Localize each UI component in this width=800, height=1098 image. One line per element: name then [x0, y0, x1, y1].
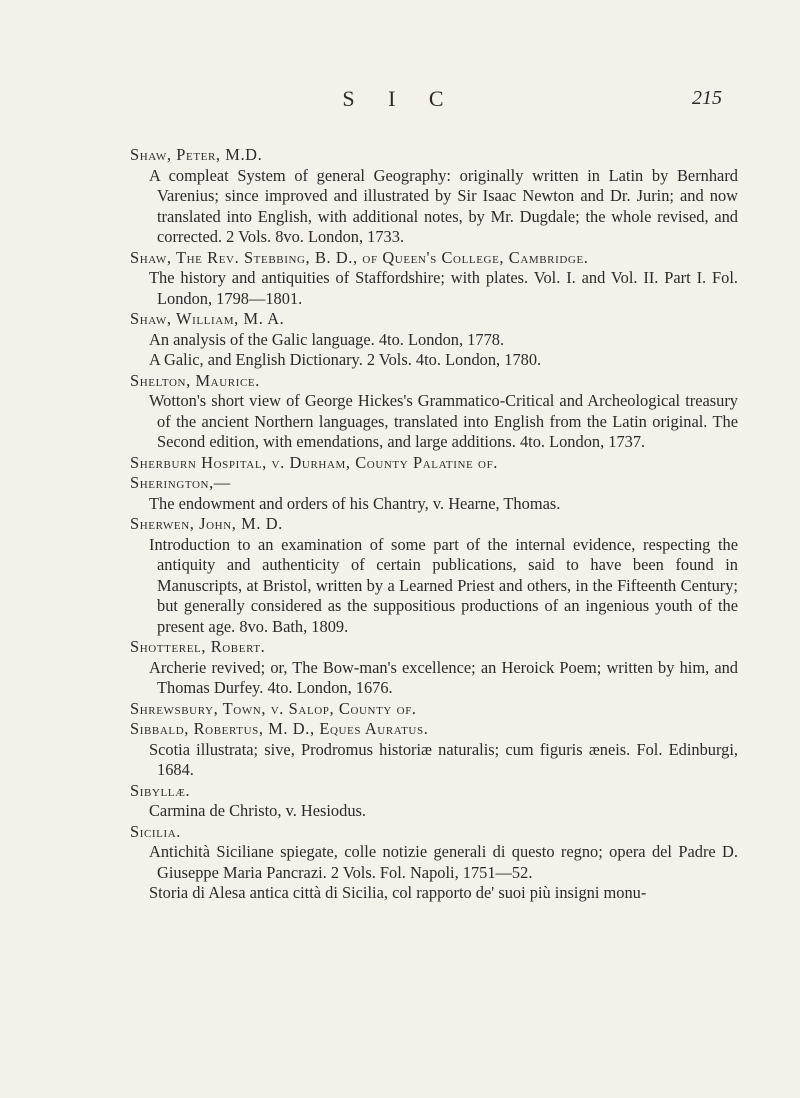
entry-heading: Shotterel, Robert. [130, 637, 266, 656]
entry-work: The endowment and orders of his Chantry, v. Hearne, Thomas. [149, 493, 561, 513]
entry-heading: Shaw, Peter, M.D. [130, 145, 263, 164]
entry-work: Introduction to an examination of some part of the internal evidence, respecting the antiquity and authenticity of certain publications, said to have been found in Manuscripts, at Bristol, written by a Learned Priest and others, in the Fifteenth Century; but generally considered as the suppositious productions of an ingenious youth of the present age. 8vo. Bath, 1809. [149, 534, 738, 636]
page-header [0, 86, 800, 120]
entry-work: Carmina de Christo, v. Hesiodus. [149, 801, 366, 820]
entry-work: Antichità Siciliane spiegate, colle notizie generali di questo regno; opera del Padre D. Giuseppe Maria Pancrazi. 2 Vols. Fol. Napoli, 1751—52. [149, 842, 738, 882]
catalogue-entries [130, 145, 738, 904]
running-title: S I C [342, 86, 458, 111]
entry-heading: Sherwen, John, M. D. [130, 514, 283, 533]
page-number: 215 [692, 87, 722, 109]
entry-heading: Shaw, The Rev. Stebbing, B. D., of Queen's College, Cambridge. [130, 247, 589, 267]
entry-heading: Sherburn Hospital, v. Durham, County Palatine of. [130, 452, 499, 472]
entry-work: A Galic, and English Dictionary. 2 Vols. 4to. London, 1780. [149, 350, 542, 369]
entry-heading: Sicilia. [130, 821, 182, 841]
entry-work: An analysis of the Galic language. 4to. London, 1778. [149, 329, 505, 349]
entry-heading: Sibyllæ. [130, 780, 191, 800]
entry-work: The history and antiquities of Staffordshire; with plates. Vol. I. and Vol. II. Part I. Fol. London, 1798—1801. [149, 268, 738, 308]
entry-heading: Shelton, Maurice. [130, 370, 260, 390]
entry-work: A compleat System of general Geography: originally written in Latin by Bernhard Varenius; since improved and illustrated by Sir Isaac Newton and Dr. Jurin; and now translated into English, with additional notes, by Mr. Dugdale; the whole revised, and corrected. 2 Vols. 8vo. London, 1733. [149, 165, 738, 246]
entry-work: Archerie revived; or, The Bow-man's excellence; an Heroick Poem; written by him, and Thomas Durfey. 4to. London, 1676. [149, 657, 738, 697]
entry-heading: Shrewsbury, Town, v. Salop, County of. [130, 698, 417, 718]
entry-work: Scotia illustrata; sive, Prodromus historiæ naturalis; cum figuris æneis. Fol. Edinburgi, 1684. [149, 739, 738, 779]
entry-heading: Shaw, William, M. A. [130, 309, 285, 328]
entry-heading: Sibbald, Robertus, M. D., Eques Auratus. [130, 719, 429, 738]
entry-work: Storia di Alesa antica città di Sicilia, col rapporto de' suoi più insigni monu- [149, 883, 647, 902]
entry-heading: Sherington,— [130, 473, 231, 492]
entry-work: Wotton's short view of George Hickes's Grammatico-Critical and Archeological treasury of the ancient Northern languages, translated into English from the Latin original. The Second edition, with emendations, and large additions. 4to. London, 1737. [149, 391, 738, 451]
